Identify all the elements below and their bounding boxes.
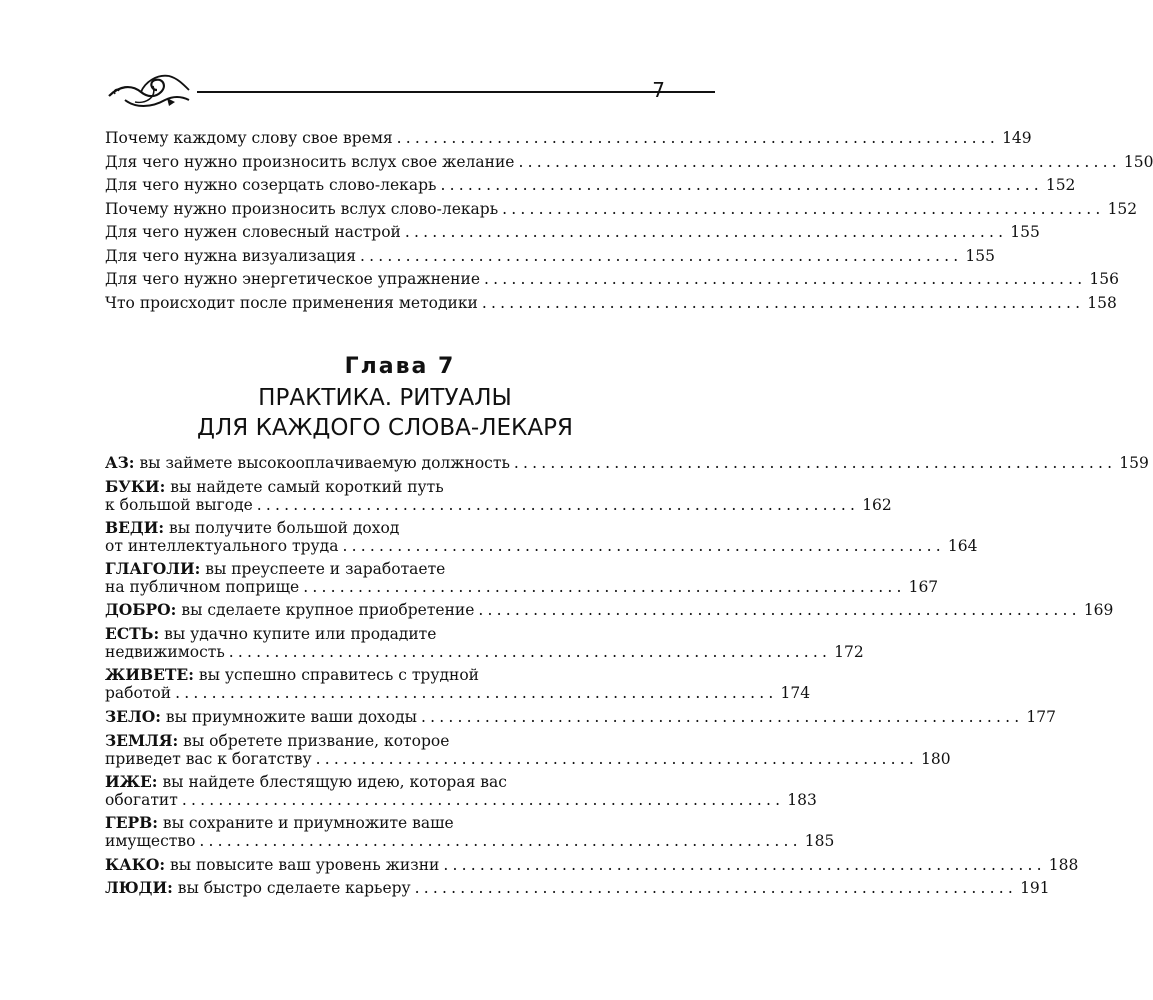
toc-entry-title-cont: на публичном поприще <box>105 578 300 596</box>
toc-entry <box>105 707 1056 727</box>
toc-entry <box>105 175 1076 195</box>
toc-entry <box>105 831 835 851</box>
entry-keyword: ДОБРО: <box>105 600 177 619</box>
entry-keyword: ГЛАГОЛИ: <box>105 559 201 578</box>
leader-dots: .................................................................. <box>359 247 963 265</box>
leader-dots: .................................................................. <box>478 601 1081 619</box>
leader-dots: .................................................................. <box>421 708 1024 726</box>
toc-entry-line1 <box>105 731 449 751</box>
toc-entry-line1 <box>105 477 444 497</box>
toc-entry-page: 152 <box>1045 176 1076 194</box>
toc-entry-page: 158 <box>1087 294 1117 312</box>
entry-description: вы повысите ваш уровень жизни <box>165 856 440 874</box>
entry-keyword: ЕСТЬ: <box>105 624 160 643</box>
leader-dots: .................................................................. <box>513 454 1117 472</box>
leader-dots: .................................................................. <box>199 832 802 850</box>
toc-entry-page: 156 <box>1089 270 1119 288</box>
toc-entry <box>105 152 1153 172</box>
leader-dots: .................................................................. <box>256 496 860 514</box>
entry-keyword: ЗЕЛО: <box>105 707 161 726</box>
toc-entry-page: 177 <box>1026 708 1056 726</box>
toc-entry-page: 149 <box>1002 129 1032 147</box>
toc-entry-page: 150 <box>1123 153 1153 171</box>
toc-entry <box>105 855 1079 875</box>
toc-entry-page: 188 <box>1048 856 1079 874</box>
toc-entry <box>105 878 1050 898</box>
entry-keyword: БУКИ: <box>105 477 166 496</box>
toc-entry-line1 <box>105 518 399 538</box>
toc-entry <box>105 577 939 597</box>
leader-dots: .................................................................. <box>502 200 1105 218</box>
toc-entry-page: 155 <box>965 247 995 265</box>
entry-description: вы займете высокооплачиваемую должность <box>134 454 510 472</box>
entry-description: вы быстро сделаете карьеру <box>172 879 411 897</box>
ornament-flourish-icon <box>105 68 191 112</box>
leader-dots: .................................................................. <box>440 176 1043 194</box>
leader-dots: .................................................................. <box>518 153 1121 171</box>
toc-entry-title <box>105 878 411 898</box>
toc-entry-line1 <box>105 772 507 792</box>
entry-keyword: ЛЮДИ: <box>105 878 173 897</box>
entry-description: вы найдете самый короткий путь <box>165 478 444 496</box>
toc-entry-title: Что происходит после применения методики <box>105 294 478 312</box>
chapter-title-line2: ДЛЯ КАЖДОГО СЛОВА-ЛЕКАРЯ <box>197 415 573 441</box>
toc-entry-title-cont: имущество <box>105 832 196 850</box>
entry-keyword: ЖИВЕТЕ: <box>105 665 194 684</box>
leader-dots: .................................................................. <box>303 578 906 596</box>
toc-entry-title: Почему каждому слову свое время <box>105 129 393 147</box>
toc-entry-title: Для чего нужно созерцать слово-лекарь <box>105 176 437 194</box>
toc-entry-title <box>105 855 439 875</box>
toc-entry-title: Для чего нужна визуализация <box>105 247 356 265</box>
entry-description: вы сохраните и приумножите ваше <box>158 814 454 832</box>
entry-keyword: ИЖЕ: <box>105 772 158 791</box>
toc-entry-page: 191 <box>1020 879 1050 897</box>
entry-keyword: ГЕРВ: <box>105 813 158 832</box>
toc-entry <box>105 642 864 662</box>
entry-description: вы преуспеете и заработаете <box>200 560 446 578</box>
toc-entry-title-cont: работой <box>105 684 172 702</box>
toc-entry-title-cont: приведет вас к богатству <box>105 750 312 768</box>
toc-entry-title-cont: обогатит <box>105 791 178 809</box>
toc-entry <box>105 600 1114 620</box>
entry-keyword: КАКО: <box>105 855 166 874</box>
toc-entry-page: 159 <box>1119 454 1149 472</box>
leader-dots: .................................................................. <box>175 684 778 702</box>
toc-entry-line1 <box>105 813 454 833</box>
entry-description: вы приумножите ваши доходы <box>160 708 418 726</box>
leader-dots: .................................................................. <box>396 129 1000 147</box>
toc-entry-page: 167 <box>908 578 939 596</box>
toc-entry-page: 185 <box>804 832 835 850</box>
toc-entry-page: 172 <box>834 643 864 661</box>
entry-description: вы удачно купите или продадите <box>159 625 437 643</box>
toc-entry-title: Для чего нужно энергетическое упражнение <box>105 270 480 288</box>
leader-dots: .................................................................. <box>484 270 1087 288</box>
toc-entry-page: 162 <box>862 496 892 514</box>
chapter-number: Глава 7 <box>344 354 456 379</box>
toc-entry <box>105 495 892 515</box>
toc-entry-page: 152 <box>1107 200 1138 218</box>
toc-entry <box>105 293 1117 313</box>
toc-entry <box>105 128 1032 148</box>
toc-entry <box>105 199 1138 219</box>
leader-dots: .................................................................. <box>315 750 918 768</box>
entry-keyword: ЗЕМЛЯ: <box>105 731 179 750</box>
toc-entry <box>105 790 817 810</box>
header-rule <box>197 91 715 93</box>
entry-description: вы получите большой доход <box>164 519 400 537</box>
toc-entry <box>105 269 1119 289</box>
toc-entry-title: Для чего нужен словесный настрой <box>105 223 401 241</box>
leader-dots: .................................................................. <box>404 223 1008 241</box>
leader-dots: .................................................................. <box>181 791 785 809</box>
toc-entry-title: Для чего нужно произносить вслух свое желание <box>105 153 515 171</box>
toc-entry-line1 <box>105 624 436 644</box>
toc-entry-title-cont: к большой выгоде <box>105 496 253 514</box>
leader-dots: .................................................................. <box>342 537 945 555</box>
toc-entry <box>105 246 995 266</box>
toc-entry-title <box>105 453 510 473</box>
chapter-title-line1: ПРАКТИКА. РИТУАЛЫ <box>258 385 512 411</box>
leader-dots: .................................................................. <box>443 856 1046 874</box>
page-header <box>105 66 665 116</box>
toc-entry-title: Почему нужно произносить вслух слово-лекарь <box>105 200 499 218</box>
toc-entry-page: 155 <box>1010 223 1040 241</box>
entry-keyword: ВЕДИ: <box>105 518 165 537</box>
entry-keyword: АЗ: <box>105 453 135 472</box>
toc-entry-page: 183 <box>787 791 817 809</box>
entry-description: вы успешно справитесь с трудной <box>193 666 479 684</box>
entry-description: вы найдете блестящую идею, которая вас <box>157 773 507 791</box>
toc-entry <box>105 536 978 556</box>
leader-dots: .................................................................. <box>414 879 1018 897</box>
toc-entry-page: 180 <box>920 750 951 768</box>
leader-dots: .................................................................. <box>228 643 832 661</box>
toc-entry-line1 <box>105 665 479 685</box>
entry-description: вы сделаете крупное приобретение <box>176 601 475 619</box>
toc-entry-page: 169 <box>1083 601 1114 619</box>
toc-entry <box>105 749 951 769</box>
page-number: 7 <box>652 78 665 102</box>
toc-entry-title <box>105 600 474 620</box>
toc-entry <box>105 453 1149 473</box>
entry-description: вы обретете призвание, которое <box>178 732 450 750</box>
toc-entry <box>105 222 1040 242</box>
toc-entry <box>105 683 811 703</box>
toc-entry-title <box>105 707 417 727</box>
toc-entry-page: 164 <box>947 537 978 555</box>
leader-dots: .................................................................. <box>481 294 1085 312</box>
toc-entry-page: 174 <box>780 684 811 702</box>
toc-entry-title-cont: от интеллектуального труда <box>105 537 339 555</box>
toc-entry-line1 <box>105 559 445 579</box>
toc-entry-title-cont: недвижимость <box>105 643 225 661</box>
